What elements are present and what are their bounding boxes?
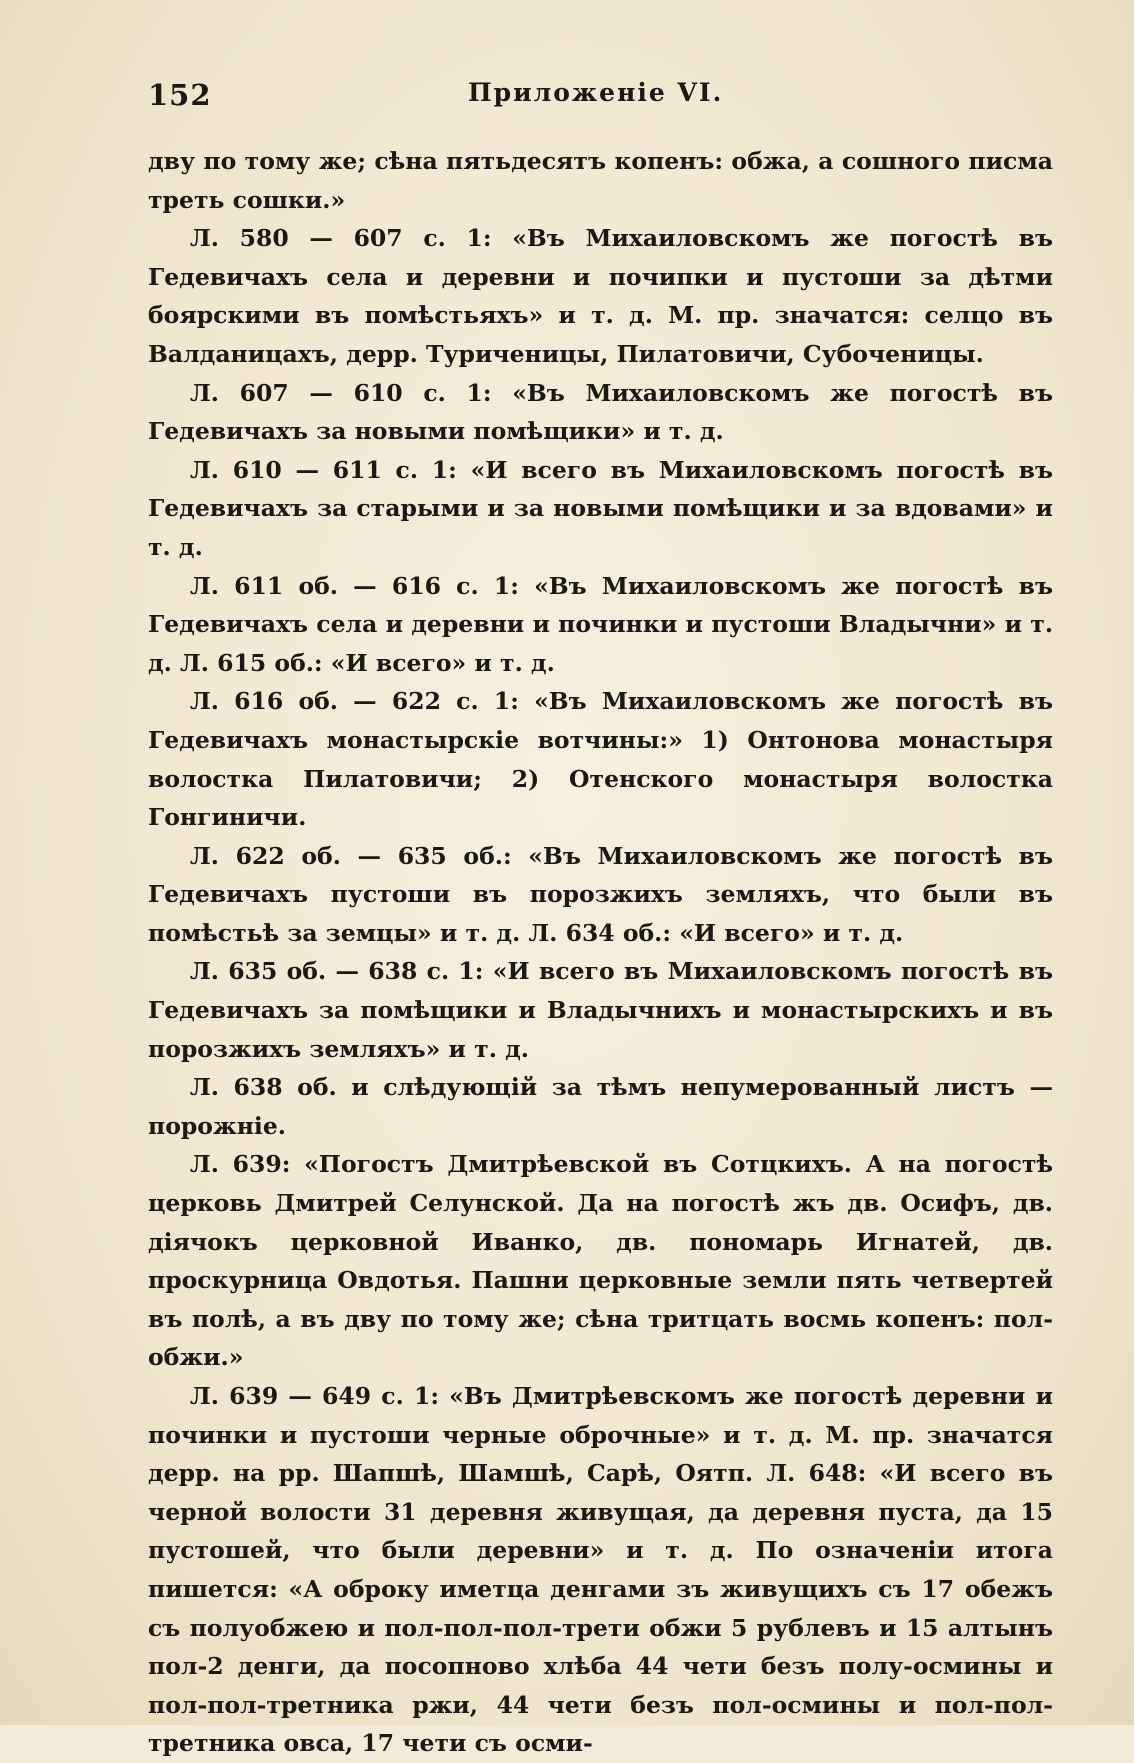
paragraph: дву по тому же; сѣна пятьдесятъ копенъ: обжа, а сошного писма треть сошки.» bbox=[148, 147, 1053, 214]
paragraph: Л. 580 — 607 с. 1: «Въ Михаиловскомъ же погостѣ въ Гедевичахъ села и деревни и почипки и пустоши за дѣтми боярскими въ помѣстьяхъ» и т. д. М. пр. значатся: селцо въ Валданицахъ, дерр. Туриченицы, Пилатовичи, Субоченицы. bbox=[148, 224, 1053, 368]
paragraph: Л. 607 — 610 с. 1: «Въ Михаиловскомъ же погостѣ въ Гедевичахъ за новыми помѣщики» и т. д. bbox=[148, 378, 1053, 446]
paragraph: Л. 639: «Погостъ Дмитрѣевской въ Сотцкихъ. А на погостѣ церковь Дмитрей Селунской. Да на погостѣ жъ дв. Осифъ, дв. діячокъ церковной Иванко, дв. пономарь Игнатей, дв. проскурница Овдотья. Пашни церковные земли пять четвертей въ полѣ, а въ дву по тому же; сѣна тритцать восмь копенъ: пол-обжи.» bbox=[148, 1150, 1053, 1372]
paragraph: Л. 638 об. и слѣдующій за тѣмъ непумерованный листъ — порожніе. bbox=[148, 1073, 1053, 1140]
page-header bbox=[148, 78, 1058, 118]
paragraph: Л. 616 об. — 622 с. 1: «Въ Михаиловскомъ же погостѣ въ Гедевичахъ монастырскіе вотчины:» 1) Онтонова монастыря волостка Пилатовичи; 2) Отенского монастыря волостка Гонгиничи. bbox=[148, 687, 1053, 832]
paragraph: Л. 610 — 611 с. 1: «И всего въ Михаиловскомъ погостѣ въ Гедевичахъ за старыми и за новыми помѣщики и за вдовами» и т. д. bbox=[148, 455, 1053, 561]
running-title: Приложеніе VI. bbox=[468, 78, 724, 107]
paragraph: Л. 611 об. — 616 с. 1: «Въ Михаиловскомъ же погостѣ въ Гедевичахъ села и деревни и починки и пустоши Владычни» и т. д. Л. 615 об.: «И всего» и т. д. bbox=[148, 571, 1053, 677]
paragraph: Л. 622 об. — 635 об.: «Въ Михаиловскомъ же погостѣ въ Гедевичахъ пустоши въ порозжихъ земляхъ, что были въ помѣстьѣ за земцы» и т. д. Л. 634 об.: «И всего» и т. д. bbox=[148, 841, 1053, 947]
paragraph: Л. 635 об. — 638 с. 1: «И всего въ Михаиловскомъ погостѣ въ Гедевичахъ за помѣщики и Владычнихъ и монастырскихъ и въ порозжихъ земляхъ» и т. д. bbox=[148, 957, 1053, 1063]
body-text bbox=[148, 142, 1053, 1763]
paragraph: Л. 639 — 649 с. 1: «Въ Дмитрѣевскомъ же погостѣ деревни и починки и пустоши черные оброчные» и т. д. М. пр. значатся дерр. на рр. Шапшѣ, Шамшѣ, Сарѣ, Оятп. Л. 648: «И всего въ черной волости 31 деревня живущая, да деревня пуста, да 15 пустошей, что были деревни» и т. д. По означеніи итога пишется: «А оброку иметца денгами зъ живущихъ съ 17 обежъ съ полуобжею и пол-пол-пол-трети обжи 5 рублевъ и 15 алтынъ пол-2 денги, да посопново хлѣба 44 чети безъ полу-осмины и пол-пол-третника ржи, 44 чети безъ пол-осмины и пол-пол-третника овса, 17 чети съ осми- bbox=[148, 1382, 1053, 1758]
page-number: 152 bbox=[148, 78, 212, 112]
